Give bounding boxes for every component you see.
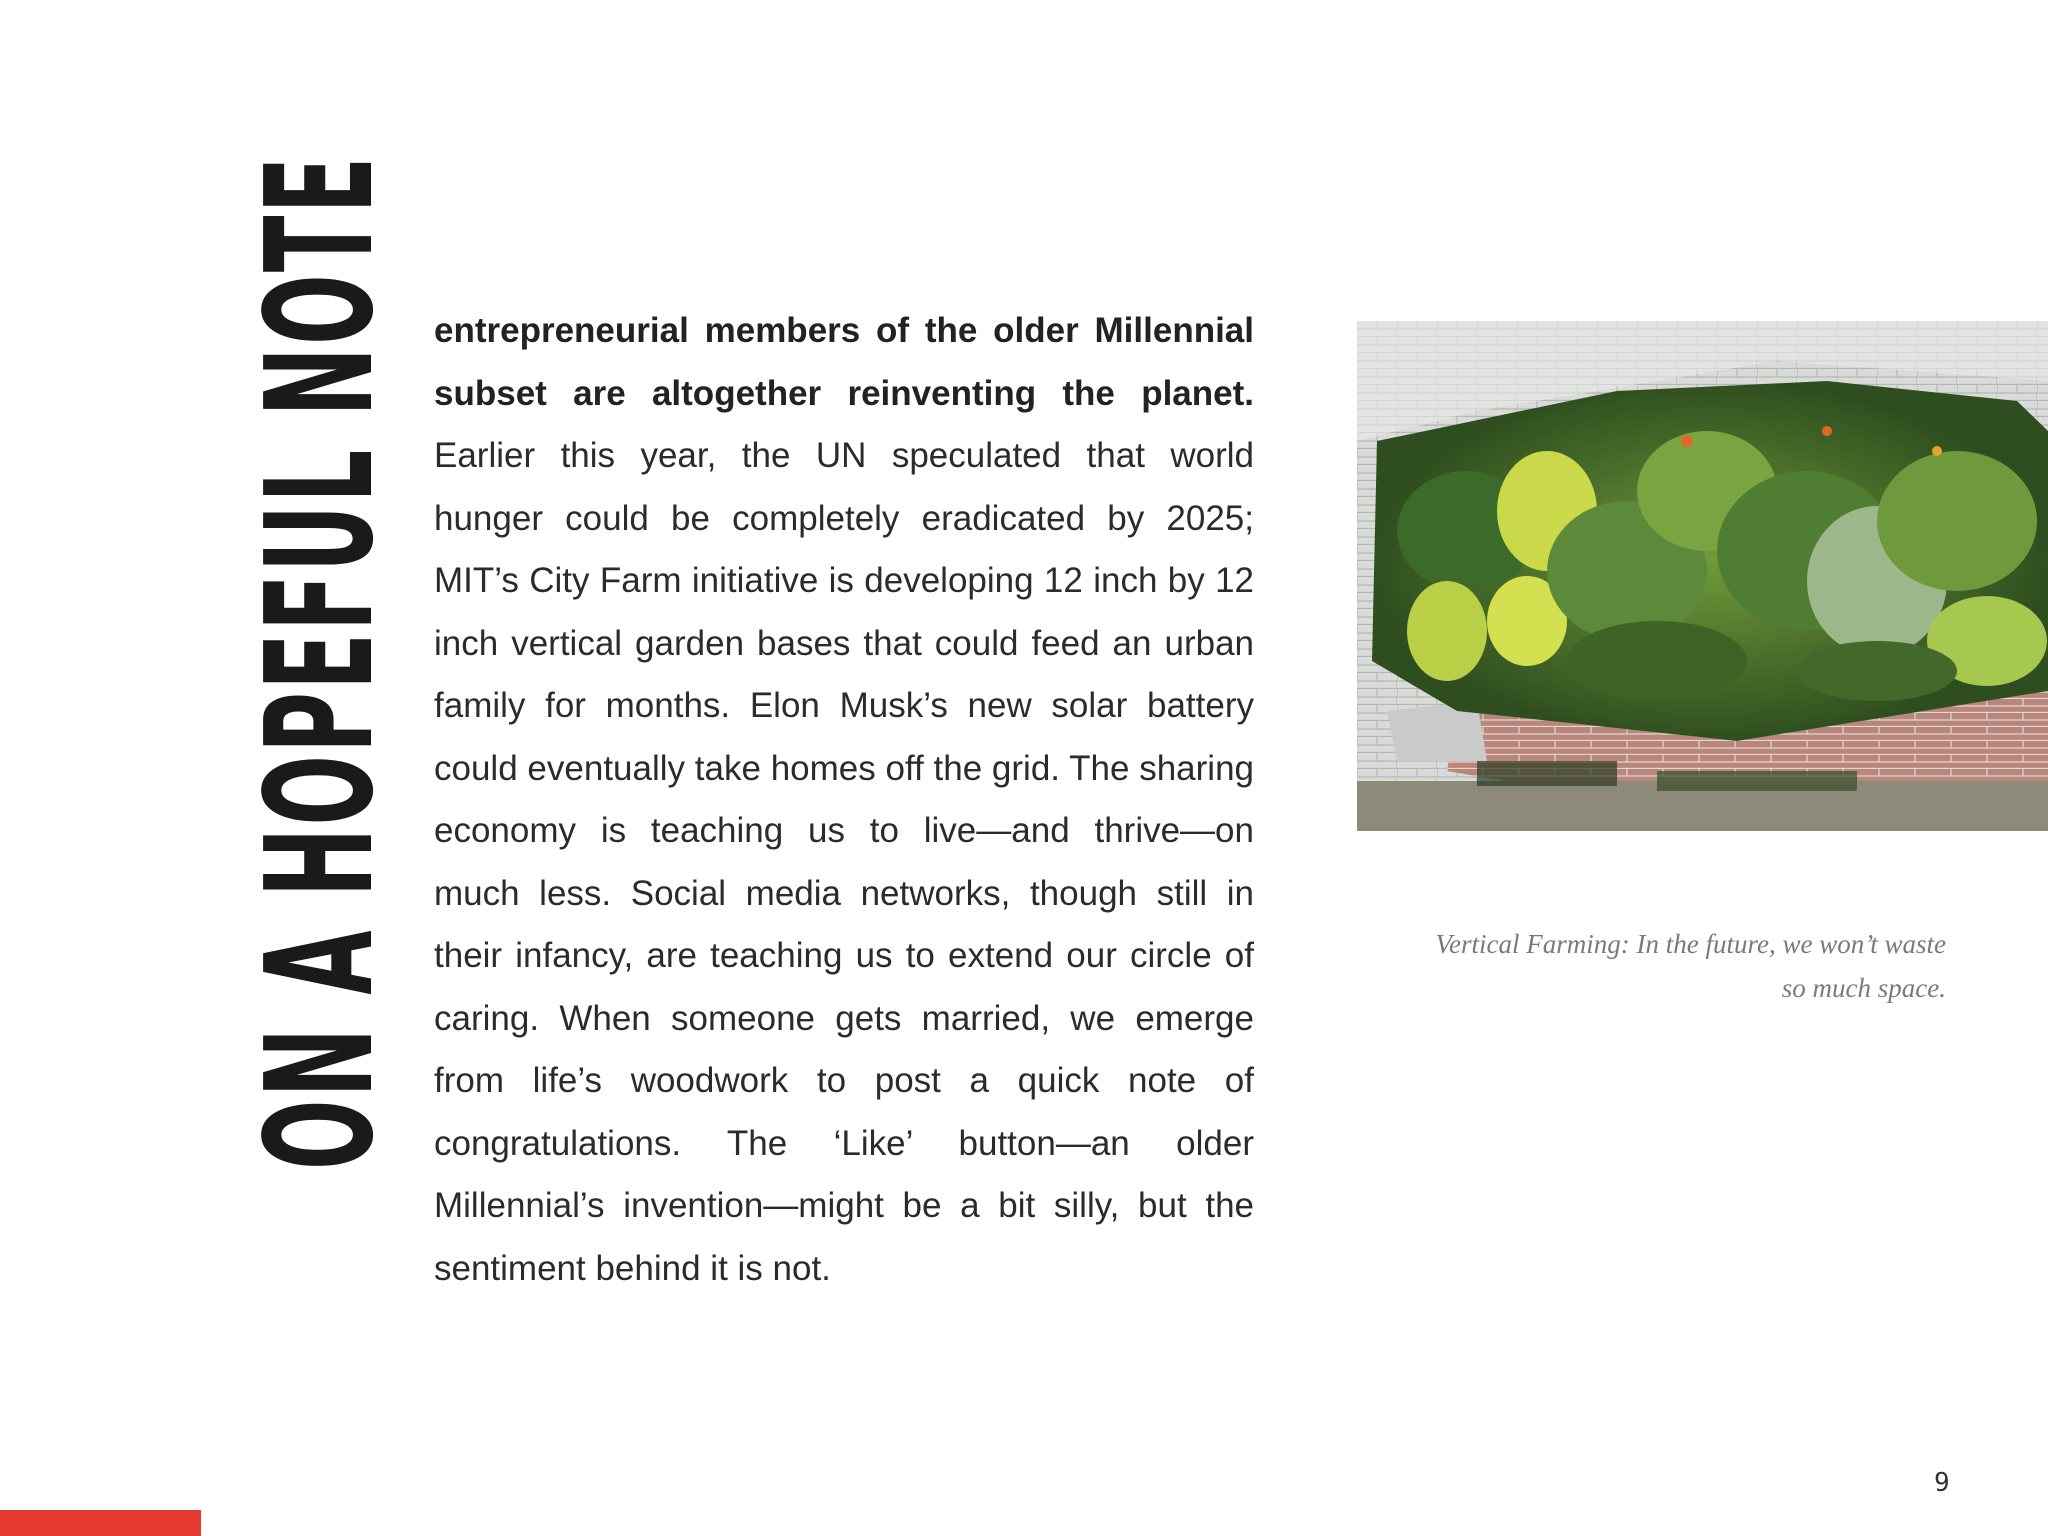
page-number: 9 xyxy=(1934,1468,1950,1498)
body-paragraph: Earlier this year, the UN speculated that world hunger could be completely eradicated by 2025; MIT’s City Farm initiative is developing 12 inch by 12 inch vertical garden bases that could feed an urban family for months. Elon Musk’s new solar battery could eventually take homes off the grid. The sharing economy is teaching us to live—and thrive—on much less. Social media networks, though still in their infancy, are teaching us to extend our circle of caring. When someone gets married, we emerge from life’s woodwork to post a quick note of congratulations. The ‘Like’ button—an older Millennial’s invention—might be a bit silly, but the sentiment behind it is not. xyxy=(434,436,1254,1288)
accent-bar xyxy=(0,1510,201,1536)
section-title: ON A HOPEFUL NOTE xyxy=(234,154,406,1170)
lead-sentence: entrepreneurial members of the older Millennial subset are altogether reinventing the planet. xyxy=(434,311,1254,413)
vertical-title xyxy=(234,154,406,1170)
article-body xyxy=(434,300,1254,1300)
vertical-garden-photo xyxy=(1357,321,2048,831)
photo-caption: Vertical Farming: In the future, we won’t waste so much space. xyxy=(1435,929,1946,1003)
